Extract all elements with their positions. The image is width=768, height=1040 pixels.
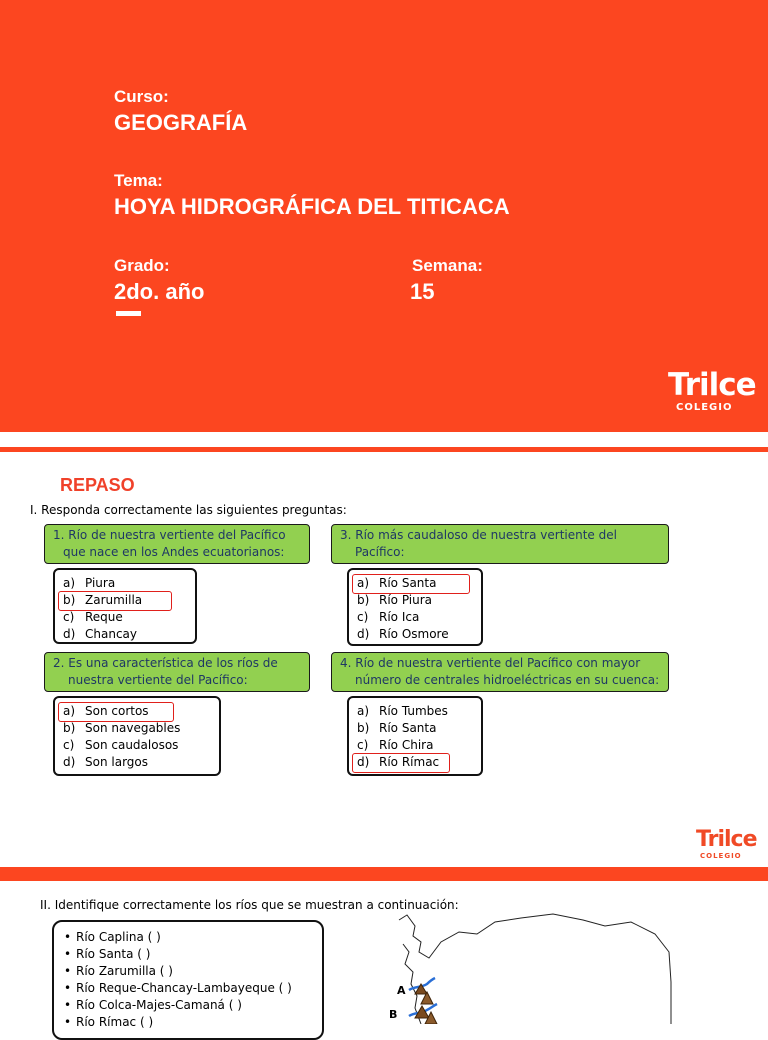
- option-a-selected[interactable]: a) Son cortos: [63, 703, 211, 720]
- question-line: 4. Río de nuestra vertiente del Pacífico con mayor: [340, 656, 641, 670]
- map-outline: [399, 914, 671, 1024]
- question-line: 3. Río más caudaloso de nuestra vertiente del: [340, 528, 617, 542]
- river-item: • Río Reque-Chancay-Lambayeque ( ): [64, 980, 312, 997]
- question-line: Pacífico:: [355, 545, 405, 559]
- review-instruction: I. Responda correctamente las siguientes preguntas:: [30, 503, 347, 517]
- option-d[interactable]: d) Río Osmore: [357, 627, 449, 641]
- grade-value: 2do. año: [114, 279, 205, 304]
- option-c[interactable]: c) Río Chira: [357, 738, 434, 752]
- option-a[interactable]: a) Río Tumbes: [357, 704, 448, 718]
- question-line: nuestra vertiente del Pacífico:: [68, 673, 248, 687]
- grade-label: Grado:: [114, 256, 170, 275]
- week-label: Semana:: [412, 256, 483, 275]
- map-label-b: B: [389, 1008, 398, 1021]
- river-item: • Río Caplina ( ): [64, 929, 312, 946]
- option-b[interactable]: b) Son navegables: [63, 721, 181, 735]
- topic-label: Tema:: [114, 171, 163, 190]
- river-item: • Río Zarumilla ( ): [64, 963, 312, 980]
- map-label-a: A: [397, 984, 406, 997]
- question-4: [331, 652, 669, 692]
- answers-2: [53, 696, 221, 776]
- option-d-selected[interactable]: d) Río Rímac: [357, 754, 473, 771]
- option-b[interactable]: b) Río Piura: [357, 593, 433, 607]
- question-line: número de centrales hidroeléctricas en su cuenca:: [355, 673, 660, 687]
- option-d[interactable]: d) Chancay: [63, 627, 137, 641]
- question-line: 2. Es una característica de los ríos de: [53, 656, 278, 670]
- identify-slide: [0, 867, 768, 1029]
- decorative-dash: [116, 311, 141, 316]
- topic-name: HOYA HIDROGRÁFICA DEL TITICACA: [114, 194, 510, 219]
- top-accent-bar: [0, 447, 768, 452]
- river-item: • Río Santa ( ): [64, 946, 312, 963]
- question-1: [44, 524, 310, 564]
- option-b[interactable]: b) Río Santa: [357, 721, 437, 735]
- logo-subtitle: COLEGIO: [700, 852, 742, 860]
- option-c[interactable]: c) Reque: [63, 610, 123, 624]
- trilce-logo: [696, 828, 756, 861]
- answers-4: [347, 696, 483, 776]
- option-a[interactable]: a) Piura: [63, 576, 116, 590]
- top-accent-bar: [0, 867, 768, 881]
- trilce-logo: [668, 368, 756, 414]
- option-d[interactable]: d) Son largos: [63, 755, 148, 769]
- peru-rivers-map: [385, 912, 675, 1024]
- river-list: [52, 920, 324, 1040]
- answers-1: [53, 568, 197, 644]
- week-value: 15: [410, 279, 435, 304]
- option-c[interactable]: c) Río Ica: [357, 610, 420, 624]
- review-title: REPASO: [60, 475, 135, 495]
- question-line: 1. Río de nuestra vertiente del Pacífico: [53, 528, 286, 542]
- river-item: • Río Colca-Majes-Camaná ( ): [64, 997, 312, 1014]
- review-slide: [0, 447, 768, 867]
- logo-subtitle: COLEGIO: [676, 402, 733, 413]
- question-line: que nace en los Andes ecuatorianos:: [63, 545, 285, 559]
- cover-slide: [0, 0, 768, 432]
- question-2: [44, 652, 310, 692]
- answers-3: [347, 568, 483, 646]
- question-3: [331, 524, 669, 564]
- identify-instruction: II. Identifique correctamente los ríos que se muestran a continuación:: [40, 898, 459, 912]
- option-b-selected[interactable]: b) Zarumilla: [63, 592, 187, 609]
- river-item: • Río Rímac ( ): [64, 1014, 312, 1031]
- option-c[interactable]: c) Son caudalosos: [63, 738, 179, 752]
- course-name: GEOGRAFÍA: [114, 110, 248, 135]
- option-a-selected[interactable]: a) Río Santa: [357, 575, 473, 592]
- logo-word: Trilce: [668, 367, 756, 403]
- course-label: Curso:: [114, 87, 169, 106]
- logo-word: Trilce: [696, 827, 757, 852]
